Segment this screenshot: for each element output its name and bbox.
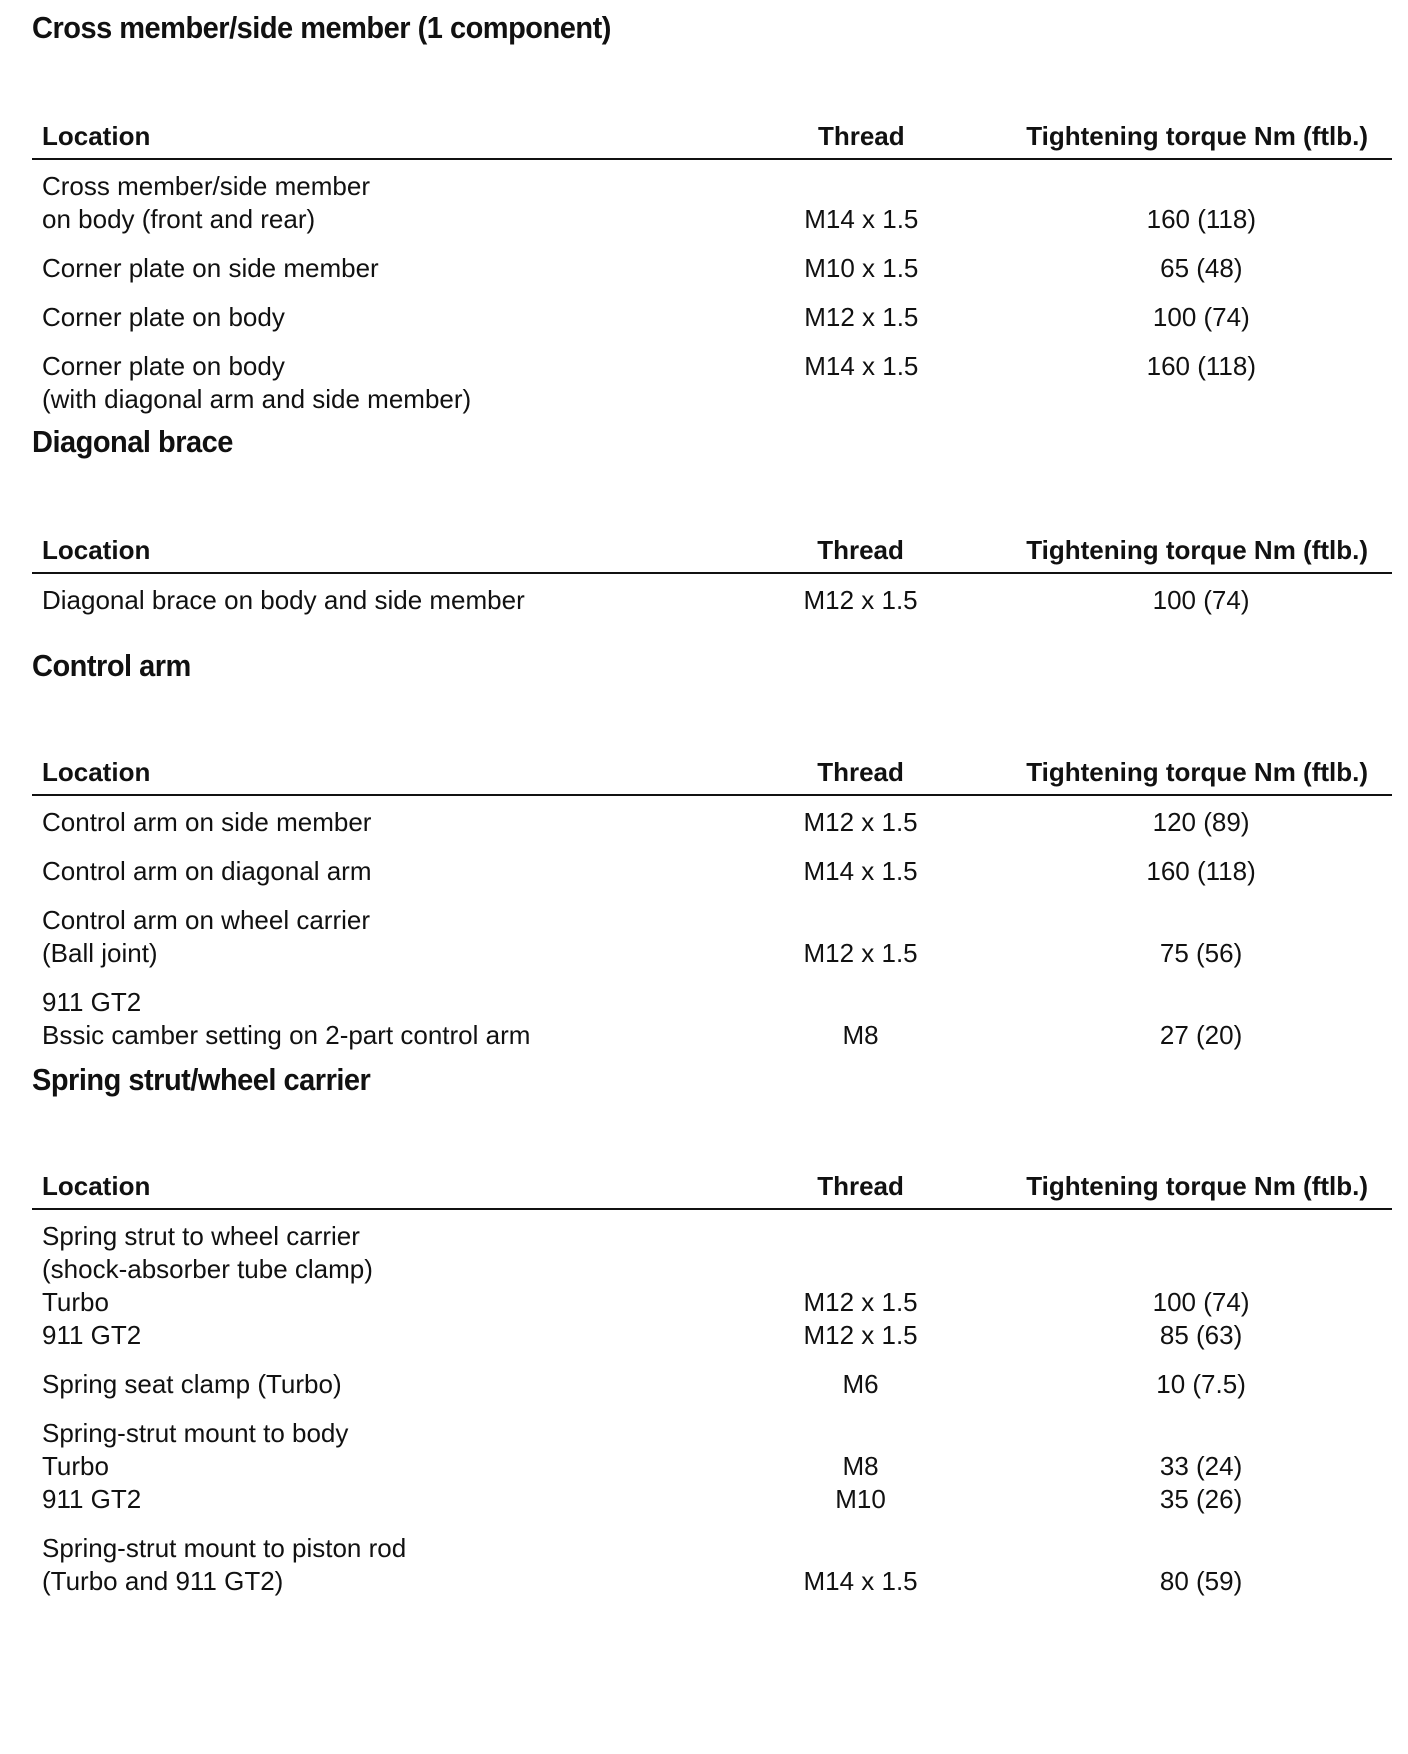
header-torque: Tightening torque Nm (ftlb.) (1010, 752, 1392, 795)
location-cell-line: on body (front and rear) (42, 204, 316, 234)
torque-table (32, 116, 1392, 422)
location-cell-line: Turbo (42, 1451, 109, 1481)
location-cell (32, 159, 712, 242)
torque-cell-line: 80 (59) (1159, 1566, 1243, 1596)
header-thread: Thread (711, 1166, 1010, 1209)
header-torque: Tightening torque Nm (ftlb.) (1010, 1166, 1392, 1209)
torque-cell-line: 10 (7.5) (1156, 1369, 1246, 1399)
location-cell (32, 1407, 711, 1522)
thread-cell-line: M12 x 1.5 (803, 938, 918, 968)
thread-cell (711, 1209, 1010, 1358)
location-cell-line: 911 GT2 (42, 987, 142, 1017)
torque-cell-line: 27 (20) (1159, 1020, 1243, 1050)
table-row (32, 242, 1392, 291)
thread-cell-line: M6 (842, 1369, 879, 1399)
section-heading: Control arm (32, 650, 191, 684)
location-cell-line: Corner plate on body (42, 302, 285, 332)
torque-cell (1011, 242, 1392, 291)
header-torque: Tightening torque Nm (ftlb.) (1010, 530, 1392, 573)
location-cell (32, 242, 712, 291)
location-cell (32, 894, 711, 976)
torque-cell-line: 100 (74) (1152, 302, 1250, 332)
torque-cell (1011, 159, 1392, 242)
thread-cell-line: M8 (842, 1451, 879, 1481)
header-location: Location (32, 752, 711, 795)
table-row (32, 1407, 1392, 1522)
table-header-row (32, 116, 1392, 159)
torque-cell-line: 120 (89) (1152, 807, 1250, 837)
thread-cell-line: M12 x 1.5 (804, 302, 919, 332)
torque-cell (1010, 1209, 1392, 1358)
location-cell-line: Spring seat clamp (Turbo) (42, 1369, 342, 1399)
torque-cell (1010, 1358, 1392, 1407)
thread-cell (712, 340, 1011, 422)
location-cell-line: (Turbo and 911 GT2) (42, 1566, 284, 1596)
torque-table (32, 752, 1392, 1058)
torque-cell (1010, 573, 1392, 623)
header-thread: Thread (712, 116, 1011, 159)
thread-cell (711, 573, 1010, 623)
location-cell (32, 1522, 711, 1604)
torque-cell-line: 160 (118) (1146, 856, 1256, 886)
table-row (32, 159, 1392, 242)
table-row (32, 291, 1392, 340)
torque-cell (1011, 291, 1392, 340)
table-row (32, 894, 1392, 976)
thread-cell-line: M10 x 1.5 (804, 253, 919, 283)
section-heading: Diagonal brace (32, 426, 233, 460)
table-row (32, 976, 1392, 1058)
location-cell (32, 845, 711, 894)
torque-cell-line: 100 (74) (1152, 585, 1250, 615)
thread-cell-line: M12 x 1.5 (803, 585, 918, 615)
location-cell-line: Control arm on diagonal arm (42, 856, 372, 886)
location-cell-line: Spring-strut mount to body (42, 1418, 349, 1448)
thread-cell (711, 894, 1010, 976)
location-cell-line: Corner plate on side member (42, 253, 379, 283)
location-cell-line: 911 GT2 (42, 1320, 142, 1350)
thread-cell-line: M14 x 1.5 (803, 856, 918, 886)
torque-cell (1010, 795, 1392, 845)
location-cell-line: Control arm on side member (42, 807, 372, 837)
torque-cell-line: 35 (26) (1159, 1484, 1243, 1514)
torque-cell-line: 65 (48) (1160, 253, 1243, 283)
torque-table (32, 530, 1392, 623)
thread-cell (711, 976, 1010, 1058)
location-cell (32, 573, 711, 623)
section-heading: Cross member/side member (1 component) (32, 12, 611, 46)
location-cell (32, 1209, 711, 1358)
thread-cell (711, 1407, 1010, 1522)
location-cell-line: (with diagonal arm and side member) (42, 384, 472, 414)
thread-cell (712, 242, 1011, 291)
table-row (32, 1522, 1392, 1604)
torque-cell (1011, 340, 1392, 422)
thread-cell-line: M10 (835, 1484, 886, 1514)
location-cell (32, 291, 712, 340)
torque-cell (1010, 845, 1392, 894)
thread-cell-line: M12 x 1.5 (803, 807, 918, 837)
location-cell-line: Cross member/side member (42, 171, 370, 201)
location-cell-line: 911 GT2 (42, 1484, 142, 1514)
thread-cell-line: M8 (842, 1020, 879, 1050)
table-header-row (32, 530, 1392, 573)
header-thread: Thread (711, 530, 1010, 573)
torque-cell (1010, 894, 1392, 976)
thread-cell (711, 1358, 1010, 1407)
header-location: Location (32, 116, 712, 159)
thread-cell (712, 159, 1011, 242)
torque-cell-line: 85 (63) (1159, 1320, 1243, 1350)
location-cell-line: (Ball joint) (42, 938, 158, 968)
table-row (32, 1209, 1392, 1358)
torque-cell-line: 100 (74) (1152, 1287, 1250, 1317)
table-row (32, 573, 1392, 623)
torque-cell (1010, 976, 1392, 1058)
table-header-row (32, 752, 1392, 795)
location-cell-line: Diagonal brace on body and side member (42, 585, 525, 615)
location-cell-line: Spring-strut mount to piston rod (42, 1533, 407, 1563)
table-row (32, 340, 1392, 422)
table-header-row (32, 1166, 1392, 1209)
thread-cell-line: M12 x 1.5 (803, 1320, 918, 1350)
torque-cell (1010, 1522, 1392, 1604)
torque-table (32, 1166, 1392, 1604)
header-location: Location (32, 530, 711, 573)
thread-cell-line: M14 x 1.5 (804, 204, 919, 234)
location-cell-line: Turbo (42, 1287, 109, 1317)
location-cell (32, 340, 712, 422)
torque-cell-line: 33 (24) (1159, 1451, 1243, 1481)
torque-cell-line: 75 (56) (1159, 938, 1243, 968)
table-row (32, 1358, 1392, 1407)
location-cell-line: (shock-absorber tube clamp) (42, 1254, 373, 1284)
location-cell (32, 976, 711, 1058)
thread-cell (711, 1522, 1010, 1604)
location-cell-line: Corner plate on body (42, 351, 285, 381)
table-row (32, 795, 1392, 845)
thread-cell-line: M14 x 1.5 (803, 1566, 918, 1596)
torque-cell-line: 160 (118) (1146, 204, 1257, 234)
table-row (32, 845, 1392, 894)
location-cell-line: Control arm on wheel carrier (42, 905, 371, 935)
location-cell-line: Bssic camber setting on 2-part control arm (42, 1020, 531, 1050)
location-cell (32, 1358, 711, 1407)
thread-cell (711, 845, 1010, 894)
thread-cell-line: M12 x 1.5 (803, 1287, 918, 1317)
torque-cell (1010, 1407, 1392, 1522)
thread-cell-line: M14 x 1.5 (804, 351, 919, 381)
section-heading: Spring strut/wheel carrier (32, 1064, 371, 1098)
thread-cell (711, 795, 1010, 845)
location-cell (32, 795, 711, 845)
header-thread: Thread (711, 752, 1010, 795)
header-location: Location (32, 1166, 711, 1209)
thread-cell (712, 291, 1011, 340)
header-torque: Tightening torque Nm (ftlb.) (1011, 116, 1392, 159)
location-cell-line: Spring strut to wheel carrier (42, 1221, 360, 1251)
torque-cell-line: 160 (118) (1146, 351, 1257, 381)
